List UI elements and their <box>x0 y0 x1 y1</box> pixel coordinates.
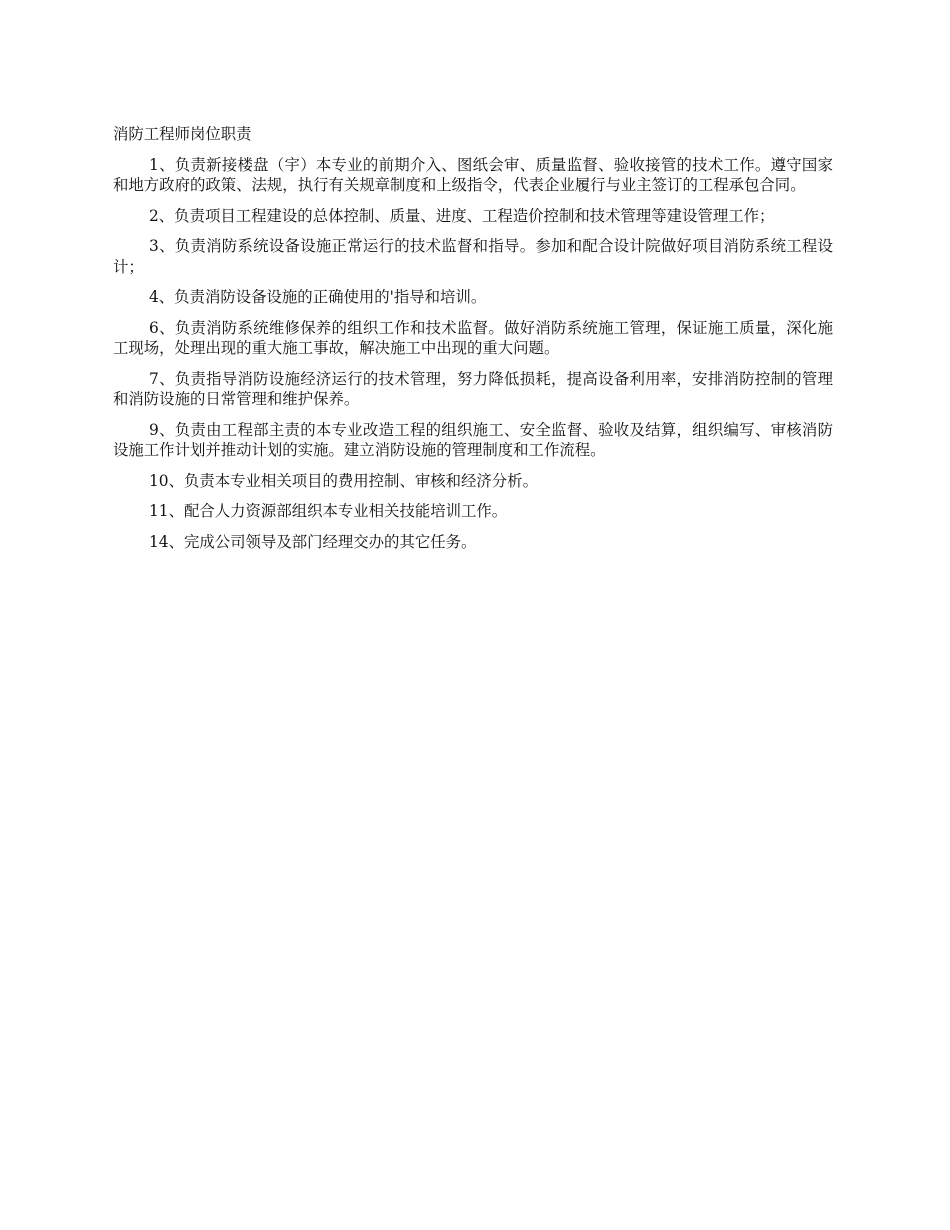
duty-paragraph-1: 1、负责新接楼盘（宇）本专业的前期介入、图纸会审、质量监督、验收接管的技术工作。遵守国家和地方政府的政策、法规，执行有关规章制度和上级指令，代表企业履行与业主签订的工程承包合同。 <box>113 155 833 194</box>
document-title: 消防工程师岗位职责 <box>113 125 252 143</box>
duty-paragraph-4: 4、负责消防设备设施的正确使用的'指导和培训。 <box>149 288 487 306</box>
duty-paragraph-3: 3、负责消防系统设备设施正常运行的技术监督和指导。参加和配合设计院做好项目消防系统工程设计； <box>113 237 833 276</box>
duty-paragraph-10: 10、负责本专业相关项目的费用控制、审核和经济分析。 <box>149 471 538 490</box>
document-body <box>113 124 833 562</box>
duty-paragraph-2: 2、负责项目工程建设的总体控制、质量、进度、工程造价控制和技术管理等建设管理工作； <box>149 206 775 225</box>
duty-paragraph-7: 7、负责指导消防设施经济运行的技术管理，努力降低损耗，提高设备利用率，安排消防控制的管理和消防设施的日常管理和维护保养。 <box>113 369 833 408</box>
duty-paragraph-9: 9、负责由工程部主责的本专业改造工程的组织施工、安全监督、验收及结算，组织编写、审核消防设施工作计划并推动计划的实施。建立消防设施的管理制度和工作流程。 <box>113 420 833 459</box>
duty-paragraph-11: 11、配合人力资源部组织本专业相关技能培训工作。 <box>149 502 508 520</box>
duty-paragraph-14: 14、完成公司领导及部门经理交办的其它任务。 <box>149 532 477 551</box>
duty-paragraph-6: 6、负责消防系统维修保养的组织工作和技术监督。做好消防系统施工管理，保证施工质量，深化施工现场，处理出现的重大施工事故，解决施工中出现的重大问题。 <box>113 318 833 357</box>
